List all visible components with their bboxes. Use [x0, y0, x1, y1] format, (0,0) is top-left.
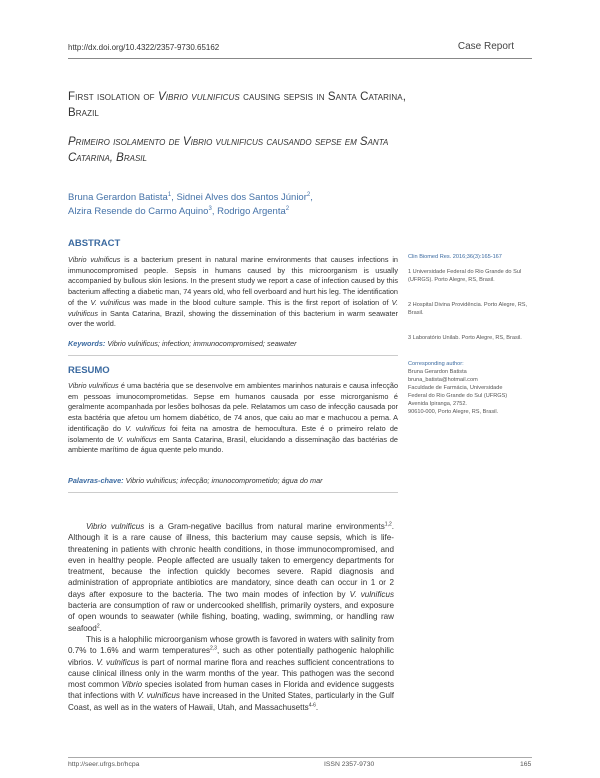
title-pt-post: causando sepse em Santa Catarina, Brasil: [68, 136, 389, 164]
abstract-part-3: in Santa Catarina, Brazil, showing the dissemination of this bacterium in warm seawater over the world.: [68, 308, 398, 329]
palavras-chave-label: Palavras-chave:: [68, 476, 124, 485]
abstract-species: Vibrio vulnificus: [68, 255, 121, 264]
body-text-segment: .: [315, 702, 319, 712]
affiliation-3: 3 Laboratório Unilab. Porto Alegre, RS, Brasil.: [408, 335, 522, 341]
body-paragraph-2: [68, 634, 394, 713]
corresponding-address-line: Avenida Ipiranga, 2752.: [408, 401, 467, 407]
abstract-species-2: V. vulnificus: [90, 297, 131, 307]
resumo-species: Vibrio vulnificus: [68, 381, 119, 390]
page-number: 165: [520, 761, 532, 768]
footer-issn: ISSN 2357-9730: [324, 761, 375, 768]
citation-superscript: 1,2: [384, 521, 392, 528]
resumo-species-3: V. vulnificus: [117, 434, 157, 444]
body-paragraph-1: [68, 521, 394, 634]
body-text-segment: .: [99, 623, 102, 633]
palavras-chave-line: [68, 476, 398, 485]
title-en-pre: First isolation of: [68, 91, 158, 103]
species-name: V. vulnificus: [137, 691, 180, 701]
body-text-segment: species isolated from human cases in Florida and evidence suggests that infections with: [68, 680, 394, 701]
author-2-affiliation: 2: [306, 191, 311, 198]
citation: Clin Biomed Res. 2016;36(3):165-167: [408, 254, 502, 260]
title-portuguese: [68, 134, 428, 166]
species-name: Vibrio vulnificus: [86, 522, 145, 531]
resumo-heading: RESUMO: [68, 365, 110, 376]
keywords-label: Keywords:: [68, 339, 106, 348]
corresponding-email[interactable]: bruna_batista@hotmail.com: [408, 377, 478, 383]
title-english: [68, 89, 428, 121]
main-body-text: [68, 521, 394, 713]
citation-superscript: 2: [96, 622, 100, 629]
abstract-part-1: is a bacterium present in natural marine environments that causes infections in immunocompromised people. Sepsis in humans caused by this microorganism is usually accompanied by bullous skin lesions. In the present study we report a case of infection caused by this bacterium affecting a diabetic man, 74 years old, who fell overboard and hurt his leg. The identification of the: [68, 255, 398, 307]
abstract-species-3: V. vulnificus: [68, 297, 398, 318]
citation-superscript: 4-6: [308, 702, 316, 709]
corresponding-address-line: Federal do Rio Grande do Sul (UFRGS): [408, 393, 508, 399]
author-list: [68, 191, 398, 219]
author-1-affiliation: 1: [167, 191, 172, 198]
abstract-text: [68, 255, 398, 330]
resumo-part-3: em Santa Catarina, Brasil, elucidando a disseminação das bactérias de ambiente marítimo de água quente pelo mundo.: [68, 434, 398, 455]
corresponding-author-label: Corresponding author:: [408, 361, 464, 367]
author-1: Bruna Gerardon Batista: [68, 192, 168, 203]
title-pt-species: Vibrio vulnificus: [182, 136, 264, 148]
palavras-chave-values: Vibrio vulnificus; infecção; imunocomprometido; água do mar: [123, 476, 323, 485]
species-name: V. vulnificus: [349, 589, 394, 599]
abstract-part-2: was made in the blood culture sample. This is the first report of isolation of: [130, 297, 392, 307]
species-name: V. vulnificus: [96, 657, 140, 667]
author-3-affiliation: 3: [208, 205, 212, 212]
abstract-divider: [68, 355, 398, 356]
body-text-segment: . Although it is a rare cause of illness, this bacterium may cause sepsis, which is life-threatening in patients with chronic health conditions, in those immunocompromised, and even in healthy people. People affected are usually taken to emergency departments for treatment, because the infection quickly becomes severe. Rapid diagnosis and administration of appropriate antibiotics are mandatory, since death can occur in 1 or 2 days after exposure to the bacteria. The two main modes of infection by: [68, 522, 394, 599]
affiliation-2: 2 Hospital Divina Providência. Porto Alegre, RS, Brasil.: [408, 302, 528, 316]
resumo-species-2: V. vulnificus: [125, 423, 166, 433]
author-separator: ,: [171, 192, 177, 203]
resumo-text: [68, 381, 398, 456]
abstract-heading: ABSTRACT: [68, 238, 121, 249]
author-4: Rodrigo Argenta: [217, 206, 286, 217]
header-divider: [68, 58, 532, 59]
author-3: Alzira Resende do Carmo Aquino: [68, 206, 209, 217]
body-text-segment: This is a halophilic microorganism whose growth is favored in waters with salinity from 0.7% to 1.6% and warm temperatures: [68, 634, 394, 656]
body-text-segment: is part of normal marine flora and reaches sufficient concentrations to cause clinical illness only in the warm months of the year. This pathogen was the second most common: [68, 657, 394, 690]
body-text-segment: have increased in the United States, particularly in the Gulf Coast, as well as in the waters of Hawaii, Utah, and Massachusetts: [68, 691, 394, 712]
corresponding-address-line: 90610-000, Porto Alegre, RS, Brasil.: [408, 409, 499, 415]
title-pt-pre: Primeiro isolamento de: [68, 136, 183, 148]
body-text-segment: bacteria are consumption of raw or undercooked shellfish, primarily oysters, and exposure of open wounds to seawater (while fishing, boating, wading, swimming, or handling raw seafood: [68, 601, 394, 633]
resumo-divider: [68, 492, 398, 493]
resumo-part-2: foi feita na amostra de hemocultura. Este é o primeiro relato de isolamento de: [68, 423, 398, 444]
author-separator: ,: [310, 192, 313, 203]
citation-superscript: 2,3: [210, 645, 217, 652]
author-separator: ,: [211, 206, 218, 217]
doi-link[interactable]: http://dx.doi.org/10.4322/2357-9730.65162: [68, 43, 220, 52]
footer-divider: [68, 757, 532, 758]
resumo-part-1: é uma bactéria que se desenvolve em ambientes marinhos naturais e causa infecção em pessoas imunocomprometidas. Sepse em humanos causada por esse microrganismo é geralmente acompanhada por lesões bolhosas da pele. Relatamos um caso de infecção causada por esta bactéria que afetou um homem diabético, de 74 anos, que caiu ao mar e machucou a perna. A identificação do: [68, 381, 398, 433]
affiliation-1: 1 Universidade Federal do Rio Grande do Sul (UFRGS). Porto Alegre, RS, Brasil.: [408, 269, 522, 283]
corresponding-address-line: Faculdade de Farmácia, Universidade: [408, 385, 503, 391]
author-2: Sidnei Alves dos Santos Júnior: [176, 192, 307, 203]
footer-url-link[interactable]: http://seer.ufrgs.br/hcpa: [68, 761, 140, 768]
author-4-affiliation: 2: [285, 205, 290, 212]
keywords-values: Vibrio vulnificus; infection; immunocompromised; seawater: [105, 339, 297, 348]
title-en-species: Vibrio vulnificus: [157, 91, 240, 103]
title-en-post: causing sepsis in Santa Catarina, Brazil: [68, 91, 406, 119]
corresponding-name: Bruna Gerardon Batista: [408, 369, 467, 375]
keywords-line: [68, 339, 398, 348]
sidebar: [408, 253, 542, 416]
species-name: Vibrio: [121, 680, 143, 690]
body-text-segment: is a Gram-negative bacillus from natural marine environments: [144, 522, 385, 531]
body-text-segment: , such as other potentially pathogenic halophilic vibrios.: [68, 646, 394, 667]
section-type-label: Case Report: [457, 41, 514, 52]
